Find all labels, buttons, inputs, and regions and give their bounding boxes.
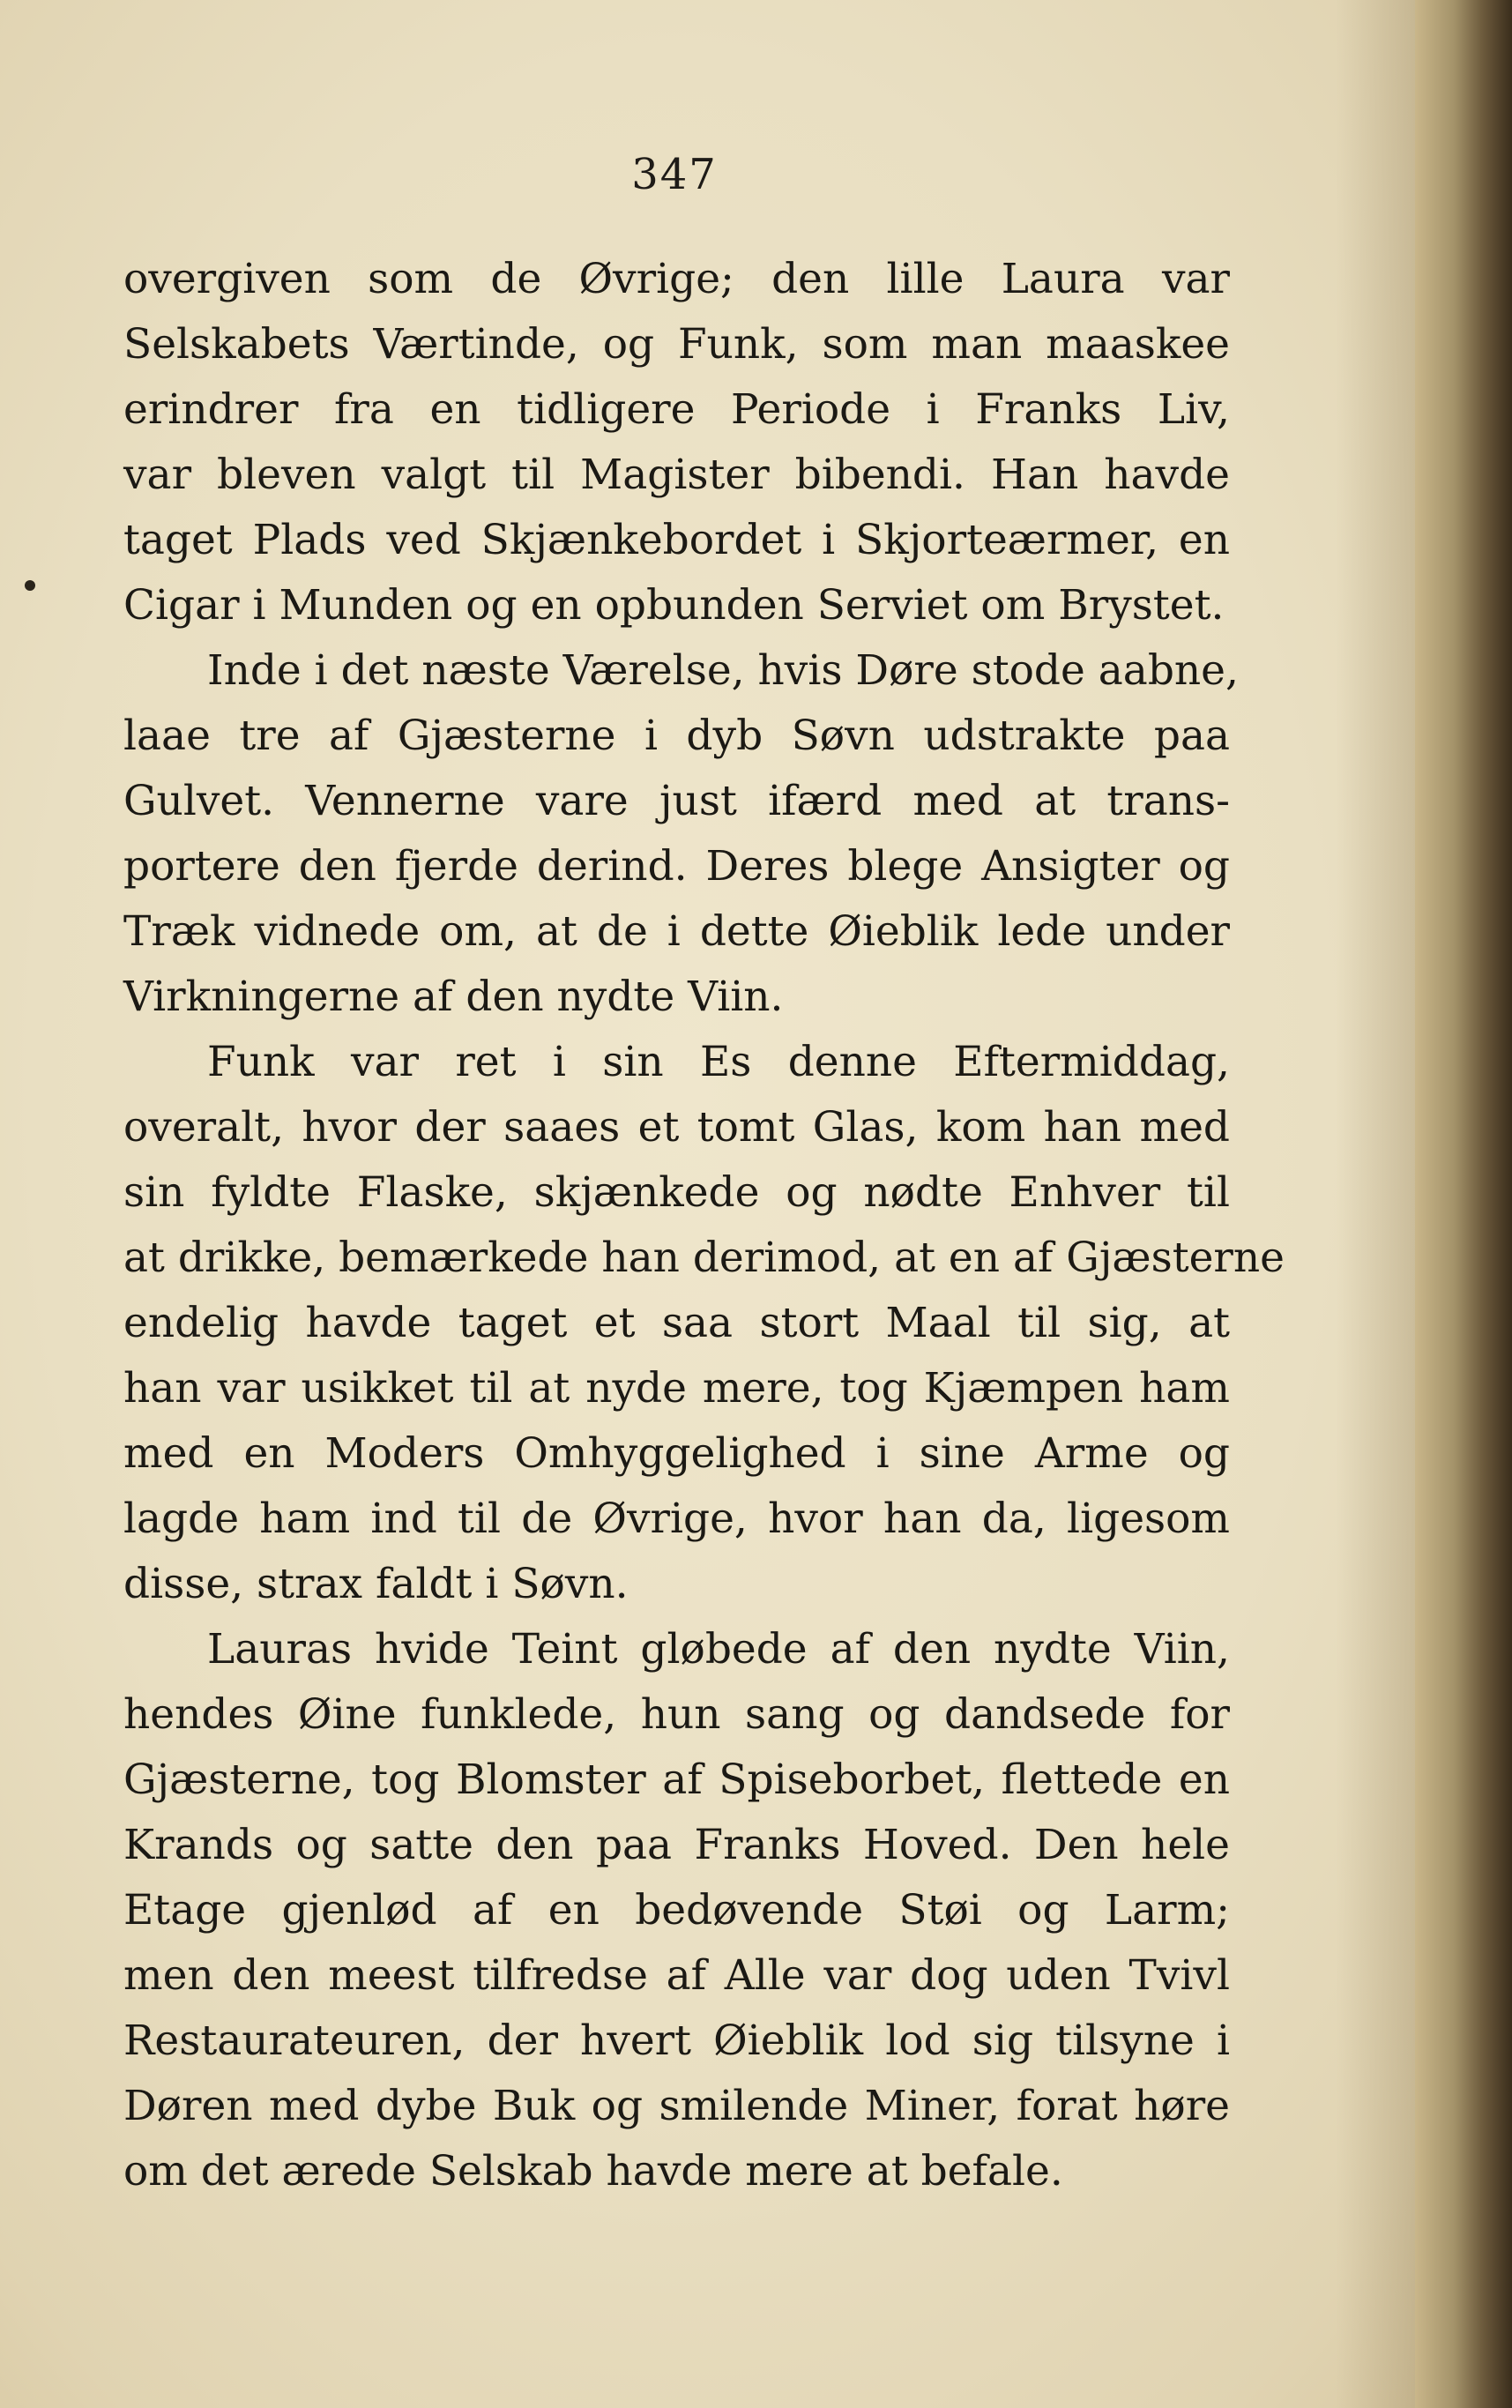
text-line: overgiven som de Øvrige; den lille Laura var [123,255,1230,303]
text-line: overalt, hvor der saaes et tomt Glas, kom han med [123,1103,1230,1152]
text-line: Cigar i Munden og en opbunden Serviet om Brystet. [123,581,1225,630]
text-line: Etage gjenlød af en bedøvende Støi og Larm; [123,1886,1230,1935]
text-line: Selskabets Værtinde, og Funk, som man maaskee [123,320,1230,369]
text-line: Funk var ret i sin Es denne Eftermiddag, [207,1038,1230,1086]
paragraph [123,1617,1230,2204]
text-line: taget Plads ved Skjænkebordet i Skjorteærmer, en [123,516,1230,564]
book-spine-edge [1415,0,1512,2408]
body-text [123,247,1285,2204]
text-line: Inde i det næste Værelse, hvis Døre stode aabne, [207,646,1239,695]
text-line: lagde ham ind til de Øvrige, hvor han da, ligesom [123,1495,1230,1543]
text-line: med en Moders Omhyggelighed i sine Arme og [123,1429,1230,1478]
page-shadow [1336,0,1415,2408]
paragraph [123,247,1230,638]
text-line: men den meest tilfredse af Alle var dog uden Tvivl [123,1951,1230,2000]
text-line: var bleven valgt til Magister bibendi. Han havde [123,451,1230,499]
text-line: Gjæsterne, tog Blomster af Spiseborbet, flettede en [123,1756,1230,1804]
text-line: endelig havde taget et saa stort Maal til sig, at [123,1299,1230,1347]
ink-spot [25,580,35,591]
text-line: portere den fjerde derind. Deres blege Ansigter og [123,842,1230,891]
text-line: Døren med dybe Buk og smilende Miner, forat høre [123,2082,1230,2130]
text-line: disse, strax faldt i Søvn. [123,1560,629,1608]
text-line: Træk vidnede om, at de i dette Øieblik lede under [123,907,1230,956]
text-line: laae tre af Gjæsterne i dyb Søvn udstrakte paa [123,712,1230,760]
text-line: Lauras hvide Teint gløbede af den nydte Viin, [207,1625,1230,1674]
text-line: Krands og satte den paa Franks Hoved. Den hele [123,1821,1230,1869]
text-line: erindrer fra en tidligere Periode i Franks Liv, [123,385,1230,434]
text-line: hendes Øine funklede, hun sang og dandsede for [123,1690,1230,1739]
paragraph [123,638,1239,1030]
text-line: sin fyldte Flaske, skjænkede og nødte Enhver til [123,1168,1230,1217]
text-line: han var usikket til at nyde mere, tog Kjæmpen ham [123,1364,1230,1413]
text-line: Restaurateuren, der hvert Øieblik lod sig tilsyne i [123,2017,1230,2065]
text-line: at drikke, bemærkede han derimod, at en af Gjæsterne [123,1234,1285,1282]
text-line: Gulvet. Vennerne vare just ifærd med at trans- [123,777,1230,825]
page-number: 347 [631,150,718,199]
text-line: om det ærede Selskab havde mere at befale. [123,2147,1063,2196]
paragraph [123,1030,1285,1617]
text-line: Virkningerne af den nydte Viin. [123,973,784,1021]
